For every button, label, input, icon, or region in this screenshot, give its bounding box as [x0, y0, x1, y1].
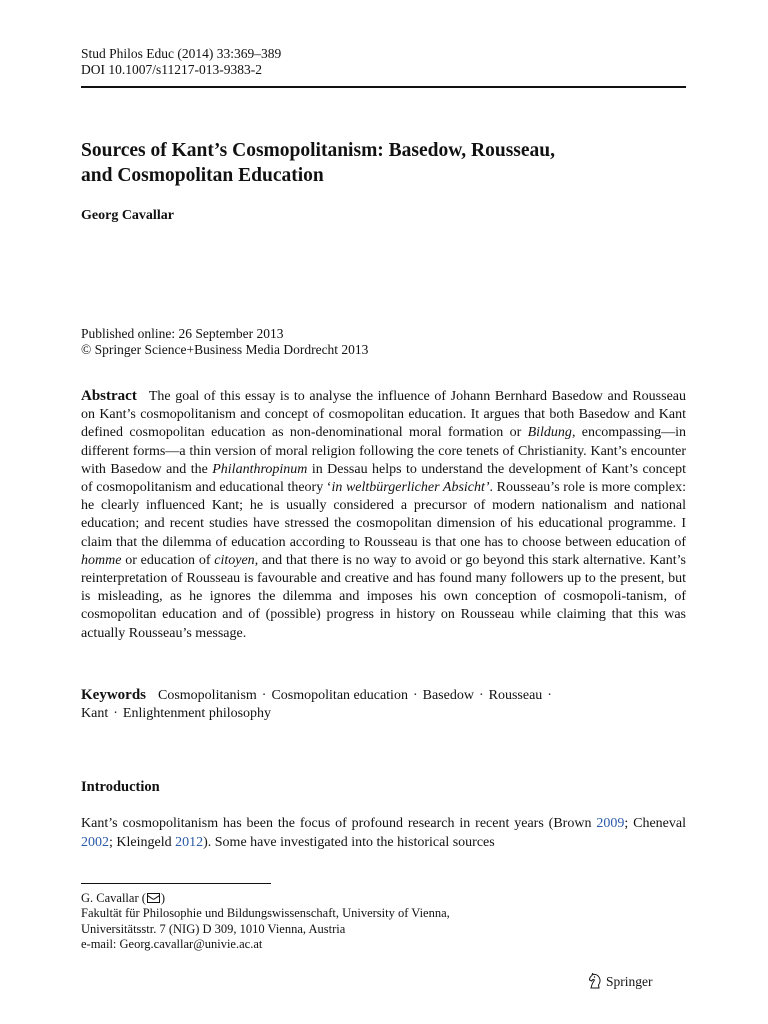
abstract-text: in Dessau helps to understand the development of Kant’s concept of cosmopolitanism and educational theory ‘: [81, 461, 686, 496]
keyword-separator: ·: [547, 688, 552, 703]
abstract-italic: homme: [81, 552, 122, 568]
keyword: Cosmopolitan education: [271, 688, 408, 703]
citation-link[interactable]: 2012: [175, 834, 204, 850]
intro-text: ; Kleingeld: [109, 834, 176, 850]
journal-citation: Stud Philos Educ (2014) 33:369–389: [81, 46, 282, 61]
springer-knight-icon: [588, 973, 602, 989]
keyword: Cosmopolitanism: [158, 688, 257, 703]
intro-text: ; Cheneval: [624, 816, 686, 831]
publisher-logo: [588, 973, 653, 990]
footnote-author: [81, 891, 450, 906]
intro-text: Kant’s cosmopolitanism has been the focus of profound research in recent years (Brown: [81, 816, 597, 831]
author-footnote: [81, 891, 450, 952]
keyword: Basedow: [422, 688, 474, 703]
intro-paragraph: [81, 815, 686, 853]
header-rule: [81, 86, 686, 88]
section-heading: Introduction: [81, 779, 160, 795]
keyword-separator: ·: [412, 688, 418, 703]
envelope-icon[interactable]: [147, 893, 160, 903]
publication-info: [81, 326, 368, 358]
citation-link[interactable]: 2002: [81, 834, 109, 850]
keyword: Enlightenment philosophy: [122, 706, 272, 722]
keywords: [81, 686, 686, 724]
title-line-2: and Cosmopolitan Education: [81, 164, 324, 186]
journal-header: [81, 46, 281, 78]
article-title: [81, 139, 555, 188]
published-date: Published online: 26 September 2013: [81, 326, 284, 341]
footnote-affiliation: Fakultät für Philosophie und Bildungswissenschaft, University of Vienna,: [81, 906, 450, 921]
keyword: Rousseau: [488, 688, 543, 703]
publisher-name: Springer: [606, 974, 653, 989]
footnote-email[interactable]: e-mail: Georg.cavallar@univie.ac.at: [81, 936, 263, 951]
footnote-rule: [81, 883, 271, 884]
abstract-text: The goal of this essay is to analyse the influence of Johann Bernhard Basedow and Rousseau on Kant’s cosmopolitanism and concept of cosmopolitan education. It argues that both Basedow and Kant defined cosmopolitan education as non-denominational moral formation or: [81, 389, 686, 441]
title-line-1: Sources of Kant’s Cosmopolitanism: Basedow, Rousseau,: [81, 140, 556, 161]
keyword-separator: ·: [261, 688, 267, 703]
abstract-text: . Rousseau’s role is more complex: he clearly influenced Kant; he is usually considered a precursor of modern nationalism and national education; and recent studies have stressed the cosmopolitan dimension of his educational programme. I claim that the dilemma of education according to Rousseau is that one has to choose between education of: [81, 480, 686, 550]
author-name: Georg Cavallar: [81, 208, 174, 223]
intro-text: ). Some have investigated into the historical sources: [203, 834, 495, 850]
keyword-separator: ·: [113, 706, 118, 722]
abstract-italic: Bildung: [527, 425, 572, 441]
abstract-italic: citoyen: [214, 552, 255, 568]
footnote-address: Universitätsstr. 7 (NIG) D 309, 1010 Vienna, Austria: [81, 921, 346, 936]
abstract: [81, 387, 686, 643]
keyword: Kant: [81, 706, 109, 722]
abstract-text: , encompassing—in different forms—a thin version of moral religion following the core tenets of Christianity. Kant’s encounter with Basedow and the: [81, 425, 686, 477]
keyword-separator: ·: [478, 688, 484, 703]
abstract-text: , and that there is no way to avoid or go beyond this stark alternative. Kant’s reinterpretation of Rousseau is favourable and creative and has found many followers up to the present, but is misleading, as he ignores the dilemma and imposes his own conception of cosmopoli-tanism, of cosmopolitan education and of (possible) progress in history on Rousseau while claiming that this was actually Rousseau’s message.: [81, 552, 686, 641]
abstract-italic: Philanthropinum: [212, 461, 308, 477]
abstract-text: or education of: [121, 552, 215, 568]
abstract-italic: in weltbürgerlicher Absicht’: [331, 480, 490, 496]
keywords-label: Keywords: [81, 687, 146, 703]
copyright-notice: © Springer Science+Business Media Dordrecht 2013: [81, 342, 369, 357]
footnote-author-close: ): [160, 891, 166, 905]
abstract-label: Abstract: [81, 388, 137, 404]
footnote-author-name: G. Cavallar (: [81, 891, 146, 905]
doi-link[interactable]: DOI 10.1007/s11217-013-9383-2: [81, 62, 262, 77]
citation-link[interactable]: 2009: [596, 816, 625, 831]
